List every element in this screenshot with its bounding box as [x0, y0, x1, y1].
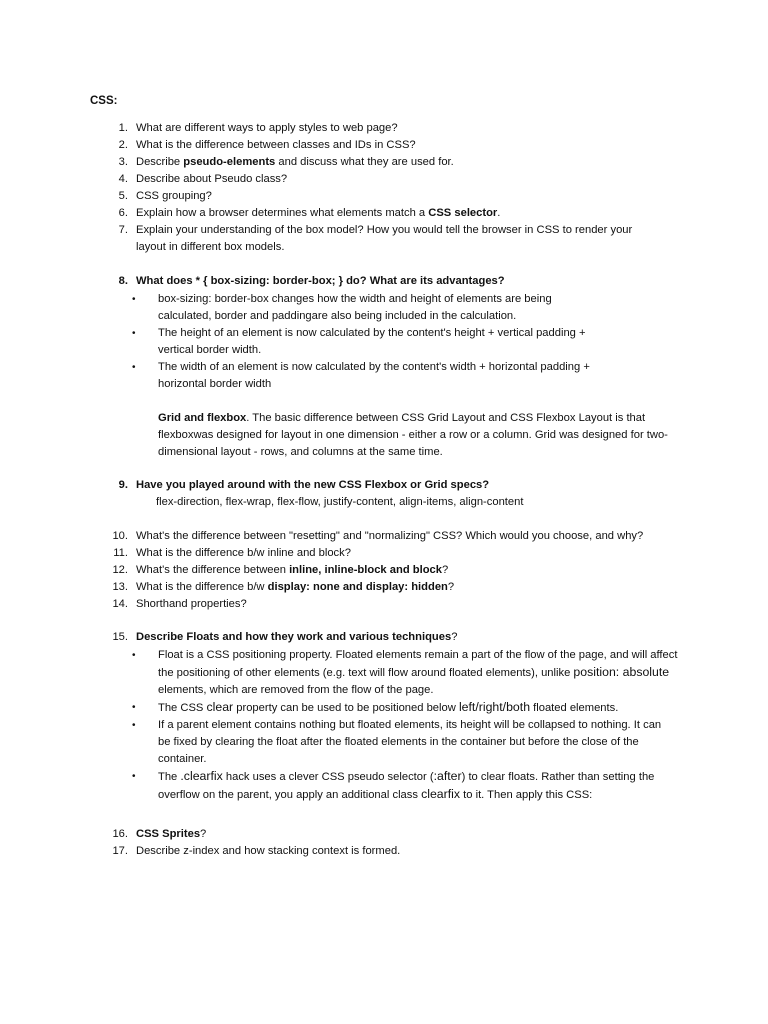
bullet-text: If a parent element contains nothing but floated elements, its height will be collapsed to nothing. It can be fixed by clearing the float after the floated elements in the container but before the close of the container.: [158, 719, 662, 765]
bullet-item: [0, 768, 768, 804]
question-text: [136, 205, 676, 222]
bullet-dot: •: [132, 650, 136, 661]
question-text: Shorthand properties?: [136, 598, 247, 610]
bold-term: display: none and display: hidden: [267, 581, 448, 593]
text-run: and discuss what they are used for.: [275, 156, 454, 168]
code-term: clearfix: [421, 787, 461, 801]
question-text: What are different ways to apply styles to web page?: [136, 122, 398, 134]
question-number: 9.: [118, 479, 128, 491]
question-2: [0, 137, 768, 154]
question-10: [0, 528, 768, 545]
bullet-dot: •: [132, 328, 136, 339]
question-1: [0, 120, 768, 137]
question-number: 13.: [112, 581, 128, 593]
bullet-item: [0, 325, 768, 359]
question-number: 1.: [118, 122, 128, 134]
bullet-text: [158, 699, 678, 717]
text-run: ) to clear floats. Rather than setting the overflow on the parent, you apply an additional class: [158, 771, 655, 801]
question-text: What is the difference b/w inline and block?: [136, 547, 351, 559]
text-run: ?: [451, 631, 458, 643]
bold-term: inline, inline-block and block: [289, 564, 442, 576]
code-term: clear: [206, 700, 234, 714]
question-number: 6.: [118, 207, 128, 219]
question-6: [0, 205, 768, 222]
bullet-list: [0, 291, 768, 393]
text-run: Float is a CSS positioning property. Floated elements remain a part of the flow of the page, and will affect the positioning of other elements (e.g. text will flow around floated elements), unlike: [158, 649, 678, 679]
question-number: 14.: [112, 598, 128, 610]
bullet-text: [158, 768, 668, 804]
text-run: elements, which are removed from the flow of the page.: [158, 684, 434, 696]
text-run: Explain how a browser determines what elements match a: [136, 207, 429, 219]
question-title: What does * { box-sizing: border-box; } do? What are its advantages?: [136, 275, 505, 287]
text-run: What's the difference between: [136, 564, 290, 576]
question-11: [0, 545, 768, 562]
question-14: [0, 596, 768, 613]
question-number: 11.: [113, 547, 128, 559]
question-3: [0, 154, 768, 171]
text-run: ?: [441, 564, 449, 576]
bullet-dot: •: [132, 294, 136, 305]
text-run: What is the difference b/w: [136, 581, 268, 593]
bullet-item: [0, 647, 768, 699]
question-number: 7.: [118, 224, 128, 236]
question-12: [0, 562, 768, 579]
question-number: 5.: [118, 190, 128, 202]
text-run: ?: [447, 581, 455, 593]
question-9-block: [0, 477, 768, 511]
question-text: Explain your understanding of the box model? How you would tell the browser in CSS to render your layout in different box models.: [136, 224, 633, 253]
question-number: 3.: [118, 156, 128, 168]
question-8: [0, 273, 768, 290]
bullet-item: [0, 699, 768, 717]
text-run: Describe: [136, 156, 184, 168]
text-run: to it. Then apply this CSS:: [460, 789, 593, 801]
question-16: [0, 826, 768, 843]
text-run: The: [158, 771, 181, 783]
question-number: 4.: [118, 173, 128, 185]
code-term: left/right/both: [458, 700, 531, 714]
bold-term: CSS Sprites: [136, 828, 201, 840]
question-number: 10.: [112, 530, 128, 542]
question-number: 17.: [112, 845, 128, 857]
question-title: [136, 629, 676, 646]
question-text: Describe z-index and how stacking context is formed.: [136, 845, 401, 857]
bullet-dot: •: [132, 362, 136, 373]
question-7: [0, 222, 768, 256]
question-text: [136, 562, 676, 579]
question-number: 12.: [112, 564, 128, 576]
document-heading: CSS:: [90, 95, 118, 107]
bullet-item: [0, 291, 768, 325]
bullet-dot: •: [132, 771, 136, 782]
question-17: [0, 843, 768, 860]
question-list-1-7: [0, 120, 768, 256]
question-text: CSS grouping?: [136, 190, 212, 202]
question-text: Describe about Pseudo class?: [136, 173, 288, 185]
text-run: property can be used to be positioned below: [233, 702, 459, 714]
code-term: .clearfix: [180, 769, 223, 783]
bullet-item: [0, 717, 768, 768]
question-number: 2.: [118, 139, 128, 151]
question-list-16-17: [0, 826, 768, 860]
question-text: [136, 579, 676, 596]
bullet-text: The width of an element is now calculated by the content's width + horizontal padding + horizontal border width: [158, 361, 590, 390]
question-9: [0, 477, 768, 494]
bold-term: Grid and flexbox: [158, 412, 247, 424]
question-number: 8.: [118, 275, 128, 287]
question-text: [136, 154, 676, 171]
bullet-list: [0, 647, 768, 804]
text-run: The CSS: [158, 702, 207, 714]
text-run: . The basic difference between CSS Grid Layout and CSS Flexbox Layout is that flexboxwas designed for layout in one dimension - either a row or a column. Grid was designed for two-dimensional layout - rows, and columns at the same time.: [158, 412, 668, 458]
text-run: .: [497, 207, 501, 219]
bullet-text: box-sizing: border-box changes how the width and height of elements are being calculated, border and paddingare also being included in the calculation.: [158, 293, 552, 322]
question-5: [0, 188, 768, 205]
bullet-dot: •: [132, 702, 136, 713]
question-text: [136, 826, 676, 843]
bullet-dot: •: [132, 720, 136, 731]
question-text: What is the difference between classes and IDs in CSS?: [136, 139, 416, 151]
text-run: floated elements.: [530, 702, 619, 714]
grid-flexbox-paragraph: [158, 410, 678, 461]
text-run: hack uses a clever CSS pseudo selector (: [222, 771, 434, 783]
question-text: What's the difference between "resetting" and "normalizing" CSS? Which would you choose, and why?: [136, 530, 644, 542]
flex-properties-line: flex-direction, flex-wrap, flex-flow, justify-content, align-items, align-content: [156, 496, 524, 508]
question-number: 16.: [112, 828, 128, 840]
question-title: Have you played around with the new CSS Flexbox or Grid specs?: [136, 479, 490, 491]
code-term: position: absolute: [573, 665, 670, 679]
question-15-block: [0, 629, 768, 804]
bold-term: CSS selector: [428, 207, 498, 219]
bullet-item: [0, 359, 768, 393]
question-list-10-14: [0, 528, 768, 613]
bullet-text: The height of an element is now calculated by the content's height + vertical padding + vertical border width.: [158, 327, 586, 356]
question-8-block: [0, 273, 768, 461]
bold-term: Describe Floats and how they work and various techniques: [136, 631, 452, 643]
question-15: [0, 629, 768, 646]
bullet-text: [158, 647, 678, 699]
code-term: :after: [433, 769, 462, 783]
bold-term: pseudo-elements: [183, 156, 276, 168]
text-run: ?: [200, 828, 207, 840]
question-4: [0, 171, 768, 188]
question-number: 15.: [112, 631, 128, 643]
question-13: [0, 579, 768, 596]
